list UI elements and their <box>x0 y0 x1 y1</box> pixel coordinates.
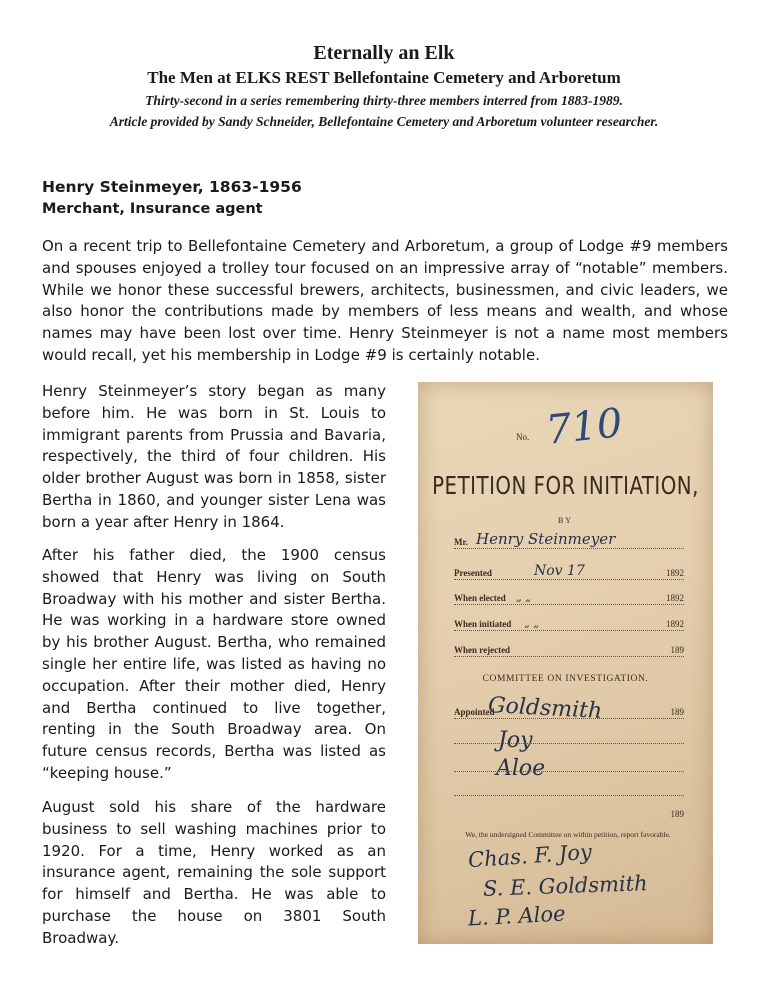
petition-by: BY <box>557 516 574 525</box>
petition-row-initiated <box>454 616 684 631</box>
elected-year: 1892 <box>666 593 684 603</box>
article-title: Eternally an Elk <box>313 42 455 64</box>
petition-document-image <box>418 382 713 944</box>
elected-value: „ „ <box>516 591 531 604</box>
person-heading <box>42 176 302 220</box>
committee-name: Joy <box>498 728 533 753</box>
author-credit: Article provided by Sandy Schneider, Bellefontaine Cemetery and Arboretum volunteer researcher. <box>109 114 659 129</box>
blank-year: 189 <box>670 809 684 819</box>
petition-row-presented <box>454 565 684 580</box>
committee-name: Aloe <box>496 756 546 781</box>
petition-row-mr <box>454 530 684 549</box>
rejected-label: When rejected <box>454 645 511 655</box>
signature: L. P. Aloe <box>467 901 567 931</box>
report-note: We, the undersigned Committee on within petition, report favorable. <box>465 830 671 839</box>
body-paragraph: Henry Steinmeyer’s story began as many before him. He was born in St. Louis to immigrant parents from Prussia and Bavaria, respectively, the third of four children. His older brother August was born in 1858, sister Bertha in 1860, and younger sister Lena was born a year after Henry in 1864. <box>42 382 386 531</box>
appointed-year: 189 <box>670 707 684 717</box>
person-occupation: Merchant, Insurance agent <box>42 201 263 217</box>
petition-row-rejected <box>454 642 684 657</box>
signature: S. E. Goldsmith <box>482 871 648 901</box>
rejected-year: 189 <box>670 645 684 655</box>
body-paragraph: On a recent trip to Bellefontaine Cemetery and Arboretum, a group of Lodge #9 members and spouses enjoyed a trolley tour focused on an impressive array of “notable” members. While we honor these successful brewers, architects, businessmen, and civic leaders, we also honor the contributions made by members of less means and wealth, and whose names may have been lost over time. Henry Steinmeyer is not a name most members would recall, yet his membership in Lodge #9 is certainly notable. <box>42 237 728 364</box>
petition-row-elected <box>454 590 684 605</box>
initiated-year: 1892 <box>666 619 684 629</box>
committee-name: Goldsmith <box>487 693 603 724</box>
petition-number-label: No. <box>516 432 530 442</box>
initiated-label: When initiated <box>454 619 512 629</box>
presented-year: 1892 <box>666 568 684 578</box>
presented-label: Presented <box>454 568 492 578</box>
series-note: Thirty-second in a series remembering thirty-three members interred from 1883-1989. <box>145 93 623 108</box>
petition-number: 710 <box>543 400 625 454</box>
appointed-label: Appointed <box>454 707 495 717</box>
blank-line <box>454 742 684 744</box>
article-subtitle: The Men at ELKS REST Bellefontaine Cemetery and Arboretum <box>147 68 621 87</box>
body-paragraph: August sold his share of the hardware business to sell washing machines prior to 1920. For a time, Henry worked as an insurance agent, remaining the sole support for himself and Bertha. He was able to purchase the house on 3801 South Broadway. <box>42 798 386 947</box>
petition-heading: PETITION FOR INITIATION, <box>432 472 699 501</box>
initiated-value: „ „ <box>524 617 539 630</box>
blank-line <box>454 794 684 796</box>
presented-value: Nov 17 <box>534 563 585 579</box>
body-paragraph: After his father died, the 1900 census showed that Henry was living on South Broadway with his mother and sister Bertha. He was working in a hardware store owned by his brother August. Bertha, who remained single her entire life, was listed as having no occupation. After their mother died, Henry and Bertha continued to live together, renting in the South Broadway area. On future census records, Bertha was listed as “keeping house.” <box>42 546 386 782</box>
blank-line <box>454 770 684 772</box>
mr-value: Henry Steinmeyer <box>476 530 616 548</box>
elected-label: When elected <box>454 593 506 603</box>
committee-heading: COMMITTEE ON INVESTIGATION. <box>482 674 649 684</box>
person-name: Henry Steinmeyer, 1863-1956 <box>42 178 302 196</box>
petition-row-blank <box>454 806 684 820</box>
signature: Chas. F. Joy <box>467 839 593 873</box>
article-header <box>0 40 768 132</box>
mr-label: Mr. <box>454 537 468 547</box>
